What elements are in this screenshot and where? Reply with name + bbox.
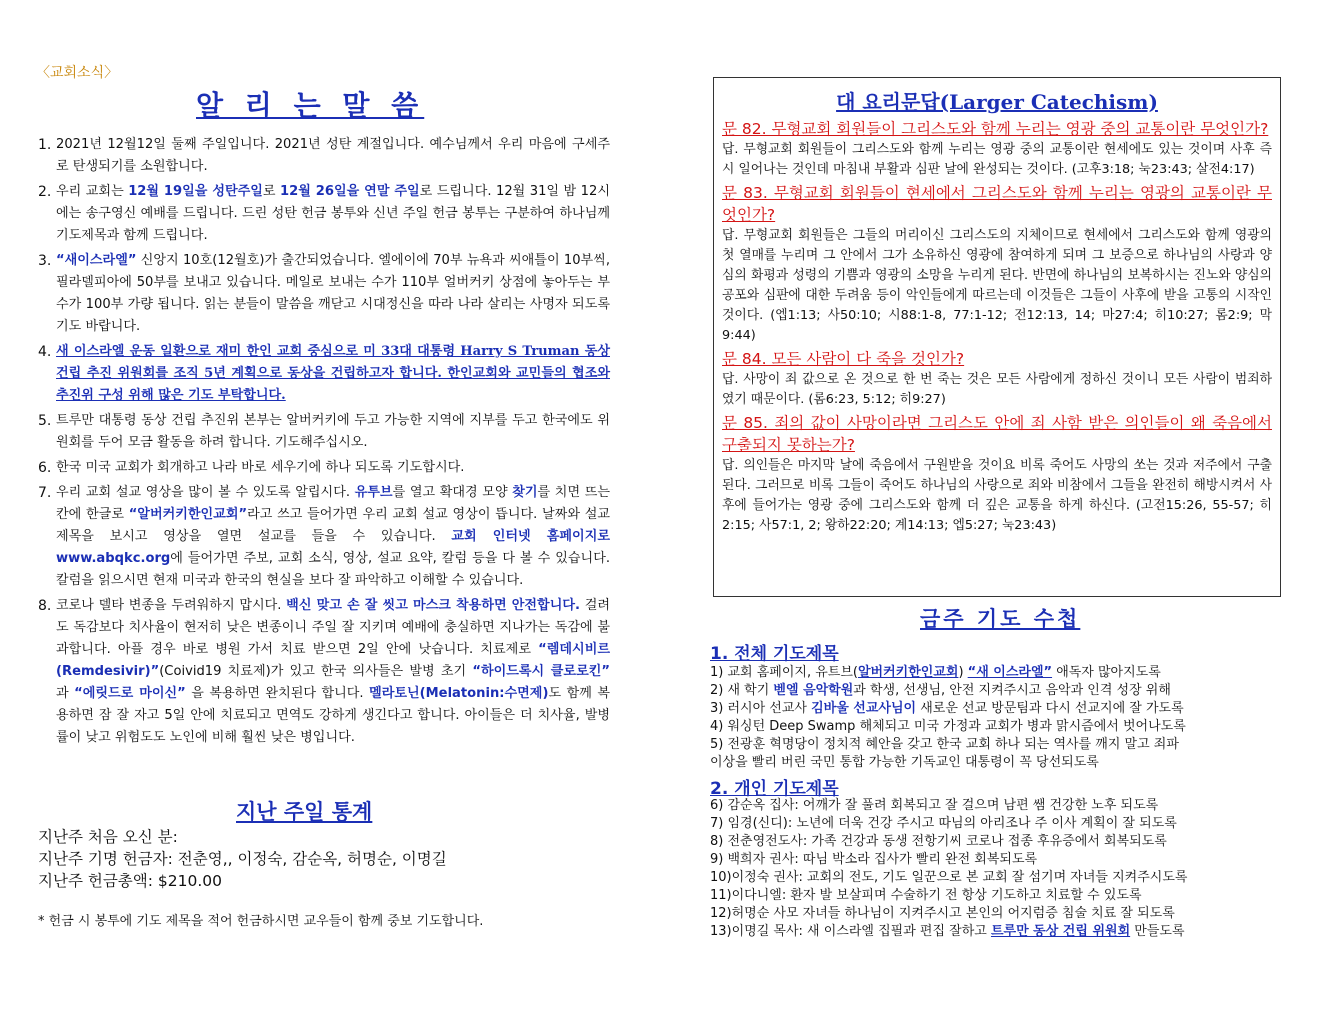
- notice-item: [38, 457, 610, 479]
- notice-text: [56, 250, 610, 338]
- prayer-text-part: “새 이스라엘”: [967, 665, 1053, 680]
- prayer-text-part: 4) 워싱턴 Deep Swamp 해체되고 미국 가정과 교회가 병과 맑시즘에서 벗어나도록: [710, 719, 1186, 734]
- notice-text-part: 신앙지 10호(12월호)가 출간되었습니다. 엘에이에 70부 뉴욕과 씨애틀이 10부씩, 필라델피아에 50부를 보내고 있습니다. 메일로 보내는 수가 110부 얼버커키 상점에 놓아두는 부수가 100부 가량 됩니다. 읽는 분들이 말씀을 깨닫고 시대정신을 따라 나라 살리는 사명자 되도록 기도 바랍니다.: [56, 253, 610, 334]
- prayer-title: 금주 기도 수첩: [920, 607, 1081, 631]
- prayer-text-part: 12)허명순 사모 자녀들 하나님이 지켜주시고 본인의 어지럼증 침술 치료 잘 되도록: [710, 906, 1175, 921]
- prayer-item: [710, 754, 1285, 772]
- catechism-qa: [722, 118, 1272, 538]
- prayer-text-part: 애독자 많아지도록: [1052, 665, 1161, 680]
- notice-item: [38, 181, 610, 247]
- notice-text-part: 를 열고 확대경 모양: [392, 485, 513, 500]
- notice-text-part: 새 이스라엘 운동 일환으로 재미 한인 교회 중심으로 미 33대 대통령 Harry S Truman 동상 건립 추진 위원회를 조직 5년 계획으로 동상을 건립하고자 합니다. 한인교회와 교민들의 협조와 추진위 구성 위해 많은 기도 부탁합니다.: [56, 344, 610, 403]
- stats-line: 지난주 헌금총액: $210.00: [38, 872, 222, 890]
- prayer-text-part: 새로운 선교 방문팀과 다시 선교지에 잘 가도록: [916, 701, 1184, 716]
- notice-text: [56, 595, 610, 749]
- notice-text-part: 찾기: [512, 485, 538, 500]
- prayer-text-part: 1) 교회 홈페이지, 유트브(: [710, 665, 858, 680]
- prayer-text-part: 2) 새 학기: [710, 683, 774, 698]
- prayer-item: [710, 869, 1285, 887]
- notice-text-part: 12월 26일을 연말 주일: [280, 184, 420, 199]
- prayer-item: [710, 797, 1285, 815]
- personal-prayer-list: [710, 797, 1285, 941]
- prayer-text-part: 만들도록: [1130, 924, 1185, 939]
- notice-text-part: 과: [56, 686, 75, 701]
- prayer-item: [710, 851, 1285, 869]
- general-prayer-list: [710, 664, 1285, 772]
- notice-text: [56, 341, 610, 407]
- prayer-text-part: 알버커키한인교회: [857, 665, 959, 680]
- notice-item: [38, 250, 610, 338]
- question: 문 82. 무형교회 회원들이 그리스도와 함께 누리는 영광 중의 교통이란 무엇인가?: [722, 120, 1269, 138]
- answer: 답. 의인들은 마지막 날에 죽음에서 구원받을 것이요 비록 죽어도 사망의 쏘는 것과 저주에서 구출된다. 그러므로 비록 그들이 죽어도 하나님의 사랑으로 죄와 비참에서 그들을 완전히 해방시켜서 사후에 들어가는 영광 중에 그리스도와 함께 더 깊은 교통을 하게 하신다. (고전15:26, 55-57; 히2:15; 사57:1, 2; 왕하22:20; 계14:13; 엡5:27; 눅23:43): [722, 458, 1272, 533]
- stats-line: 지난주 처음 오신 분:: [38, 828, 178, 846]
- notice-text-part: 도 함께 복용하면 잠 잘 자고 5일 안에 치료되고 면역도 강하게 생긴다고 합니다. 아이들은 더 치사율, 발병률이 낮고 위험도도 노인에 비해 훨씬 낮은 병입니다.: [56, 686, 610, 745]
- notice-number: 7.: [38, 485, 52, 501]
- answer: 답. 무형교회 회원들은 그들의 머리이신 그리스도의 지체이므로 현세에서 그리스도와 함께 영광의 첫 열매를 누리며 그 안에서 그가 소유하신 영광에 참여하게 되며 그 보증으로 하나님의 사랑과 양심의 화평과 성령의 기쁨과 영광의 소망을 누리게 된다. 반면에 하나님의 보복하시는 진노와 양심의 공포와 심판에 대한 두려움 등이 악인들에게 따르는데 이것들은 그들이 사후에 받을 고통의 시작인 것이다. (엡1:13; 사50:10; 시88:1-8, 77:1-12; 전12:13, 14; 마27:4; 히10:27; 롬2:9; 막9:44): [722, 228, 1272, 343]
- section-tag: 〈교회소식〉: [36, 65, 119, 81]
- notice-number: 8.: [38, 598, 52, 614]
- prayer-text-part: 10)이정숙 권사: 교회의 전도, 기도 일꾼으로 본 교회 잘 섬기며 자녀들 지켜주시도록: [710, 870, 1188, 885]
- question: 문 84. 모든 사람이 다 죽을 것인가?: [722, 350, 965, 368]
- notice-text-part: 라고 쓰고 들어가면 우리 교회 설교 영상이 뜹니다. 날짜와 설교 제목을 보시고 영상을 열면 설교를 들을 수 있습니다.: [56, 507, 610, 544]
- prayer-item: [710, 887, 1285, 905]
- notice-text-part: “렘데시비르 (Remdesivir)”: [56, 642, 610, 679]
- prayer-text-part: 7) 임경(신디): 노년에 더욱 건강 주시고 따님의 아리조나 주 이사 계획이 잘 되도록: [710, 816, 1177, 831]
- notice-text: [56, 181, 610, 247]
- notice-text-part: “에릿드로 마이신”: [74, 686, 186, 701]
- notice-item: [38, 341, 610, 407]
- notice-text: [56, 457, 610, 479]
- prayer-item: [710, 905, 1285, 923]
- notice-text-part: 멜라토닌(Melatonin:수면제): [369, 686, 549, 701]
- notice-item: [38, 482, 610, 592]
- notice-text: [56, 410, 610, 454]
- prayer-text-part: 6) 감순옥 집사: 어깨가 잘 풀려 회복되고 잘 걸으며 남편 쌤 건강한 노후 되도록: [710, 798, 1159, 813]
- prayer-text-part: ): [958, 665, 968, 680]
- personal-prayer-heading: 2. 개인 기도제목: [710, 779, 839, 799]
- notice-text-part: 우리 교회는: [56, 184, 129, 199]
- prayer-text-part: 5) 전광훈 혁명당이 정치적 혜안을 갖고 한국 교회 하나 되는 역사를 깨지 말고 죄파: [710, 737, 1179, 752]
- notice-number: 1.: [38, 137, 52, 153]
- general-prayer-heading: 1. 전체 기도제목: [710, 644, 839, 664]
- footnote: * 헌금 시 봉투에 기도 제목을 적어 헌금하시면 교우들이 함께 중보 기도합니다.: [38, 914, 484, 929]
- notice-number: 2.: [38, 184, 52, 200]
- prayer-item: [710, 682, 1285, 700]
- notice-text-part: 12월 19일을 성탄주일: [128, 184, 263, 199]
- notice-number: 5.: [38, 413, 52, 429]
- prayer-text-part: 11)이다니엘: 환자 발 보살피며 수술하기 전 항상 기도하고 치료할 수 있도록: [710, 888, 1142, 903]
- stats-line: 지난주 기명 헌금자: 전춘영,, 이정숙, 감순옥, 허명순, 이명길: [38, 850, 447, 868]
- notice-text-part: 코로나 델타 변종을 두려워하지 맙시다.: [56, 598, 287, 613]
- prayer-item: [710, 700, 1285, 718]
- notice-text-part: 교회 인터넷 홈페이지로 www.abqkc.org: [56, 529, 610, 566]
- notice-text-part: 2021년 12월12일 둘째 주일입니다. 2021년 성탄 계절입니다. 예수님께서 우리 마음에 구세주로 탄생되기를 소원합니다.: [56, 137, 610, 174]
- catechism-title: 대 요리문답(Larger Catechism): [836, 90, 1158, 114]
- prayer-item: [710, 815, 1285, 833]
- notice-text-part: 우리 교회 설교 영상을 많이 볼 수 있도록 알립시다.: [56, 485, 355, 500]
- page-title: 알 리 는 말 씀: [196, 89, 425, 122]
- notice-text-part: 걸려도 독감보다 치사율이 현저히 낮은 변종이니 주일 잘 지키며 예배에 충실하면 지나가는 독감에 불과합니다. 아플 경우 바로 병원 가서 치료 받으면 2일 안에 낫습니다. 치료제로: [56, 598, 610, 657]
- notice-text-part: 트루만 대통령 동상 건립 추진위 본부는 알버커키에 두고 가능한 지역에 지부를 두고 한국에도 위원회를 두어 모금 활동을 하려 합니다. 기도해주십시오.: [56, 413, 610, 450]
- answer: 답. 무형교회 회원들이 그리스도와 함께 누리는 영광 중의 교통이란 현세에도 있는 것이며 사후 즉시 일어나는 것인데 마침내 부활과 심판 날에 완성되는 것이다. (고후3:18; 눅23:43; 살전4:17): [722, 142, 1272, 177]
- notice-text-part: 한국 미국 교회가 회개하고 나라 바로 세우기에 하나 되도록 기도합시다.: [56, 460, 465, 475]
- notice-text-part: “알버커키한인교회”: [128, 507, 248, 522]
- notice-text: [56, 134, 610, 178]
- prayer-item: [710, 664, 1285, 682]
- notice-item: [38, 410, 610, 454]
- prayer-text-part: 3) 러시아 선교사: [710, 701, 812, 716]
- prayer-text-part: 과 학생, 선생님, 안전 지켜주시고 음악과 인격 성장 위해: [853, 683, 1171, 698]
- notice-text-part: 를 치면 뜨는 칸에 한글로: [56, 485, 610, 522]
- notice-text-part: 유투브: [354, 485, 393, 500]
- notice-text-part: “하이드록시 클로로킨”: [472, 664, 610, 679]
- notice-text-part: (Coivid19 치료제)가 있고 한국 의사들은 발병 초기: [159, 664, 473, 679]
- notice-list: [38, 134, 610, 752]
- notice-number: 6.: [38, 460, 52, 476]
- prayer-text-part: 13)이명길 목사: 새 이스라엘 집필과 편집 잘하고: [710, 924, 991, 939]
- notice-text-part: 을 복용하면 완치된다 합니다.: [185, 686, 370, 701]
- prayer-text-part: 8) 전춘영전도사: 가족 건강과 동생 전항기씨 코로나 접종 후유증에서 회복되도록: [710, 834, 1167, 849]
- question: 문 85. 죄의 값이 사망이라면 그리스도 안에 죄 사함 받은 의인들이 왜 죽음에서 구출되지 못하는가?: [722, 414, 1272, 454]
- prayer-text-part: 김바울 선교사님이: [811, 701, 917, 716]
- prayer-text-part: 벧엘 음악학원: [773, 683, 854, 698]
- answer: 답. 사망이 죄 값으로 온 것으로 한 번 죽는 것은 모든 사람에게 정하신 것이니 모든 사람이 범죄하였기 때문이다. (롬6:23, 5:12; 히9:27): [722, 372, 1272, 407]
- catechism-box: [713, 77, 1281, 597]
- prayer-item: [710, 833, 1285, 851]
- prayer-text-part: 트루만 동상 건립 위원회: [990, 924, 1131, 939]
- notice-text-part: “새이스라엘”: [56, 253, 137, 268]
- notice-text-part: 로: [262, 184, 281, 199]
- prayer-text-part: 이상을 빨리 버린 국민 통합 가능한 기독교인 대통령이 꼭 당선되도록: [710, 755, 1099, 770]
- notice-text: [56, 482, 610, 592]
- prayer-item: [710, 718, 1285, 736]
- stats-block: [38, 826, 447, 892]
- prayer-item: [710, 923, 1285, 941]
- notice-item: [38, 595, 610, 749]
- notice-text-part: 에 들어가면 주보, 교회 소식, 영상, 설교 요약, 칼럼 등을 다 볼 수 있습니다. 칼럼을 읽으시면 현재 미국과 한국의 현실을 보다 잘 파악하고 이해할 수 있습니다.: [56, 551, 610, 588]
- notice-text-part: 백신 맞고 손 잘 씻고 마스크 착용하면 안전합니다.: [286, 598, 580, 613]
- prayer-text-part: 9) 백희자 권사: 따님 박소라 집사가 빨리 완전 회복되도록: [710, 852, 1038, 867]
- question: 문 83. 무형교회 회원들이 현세에서 그리스도와 함께 누리는 영광의 교통이란 무엇인가?: [722, 184, 1272, 224]
- notice-text-part: 로 드립니다. 12월 31일 밤 12시에는 송구영신 예배를 드립니다. 드린 성탄 헌금 봉투와 신년 주일 헌금 봉투는 구분하여 하나님께 기도제목과 함께 드립니다.: [56, 184, 610, 243]
- prayer-item: [710, 736, 1285, 754]
- notice-item: [38, 134, 610, 178]
- stats-title: 지난 주일 통계: [236, 800, 373, 824]
- notice-number: 3.: [38, 253, 52, 269]
- notice-number: 4.: [38, 344, 52, 360]
